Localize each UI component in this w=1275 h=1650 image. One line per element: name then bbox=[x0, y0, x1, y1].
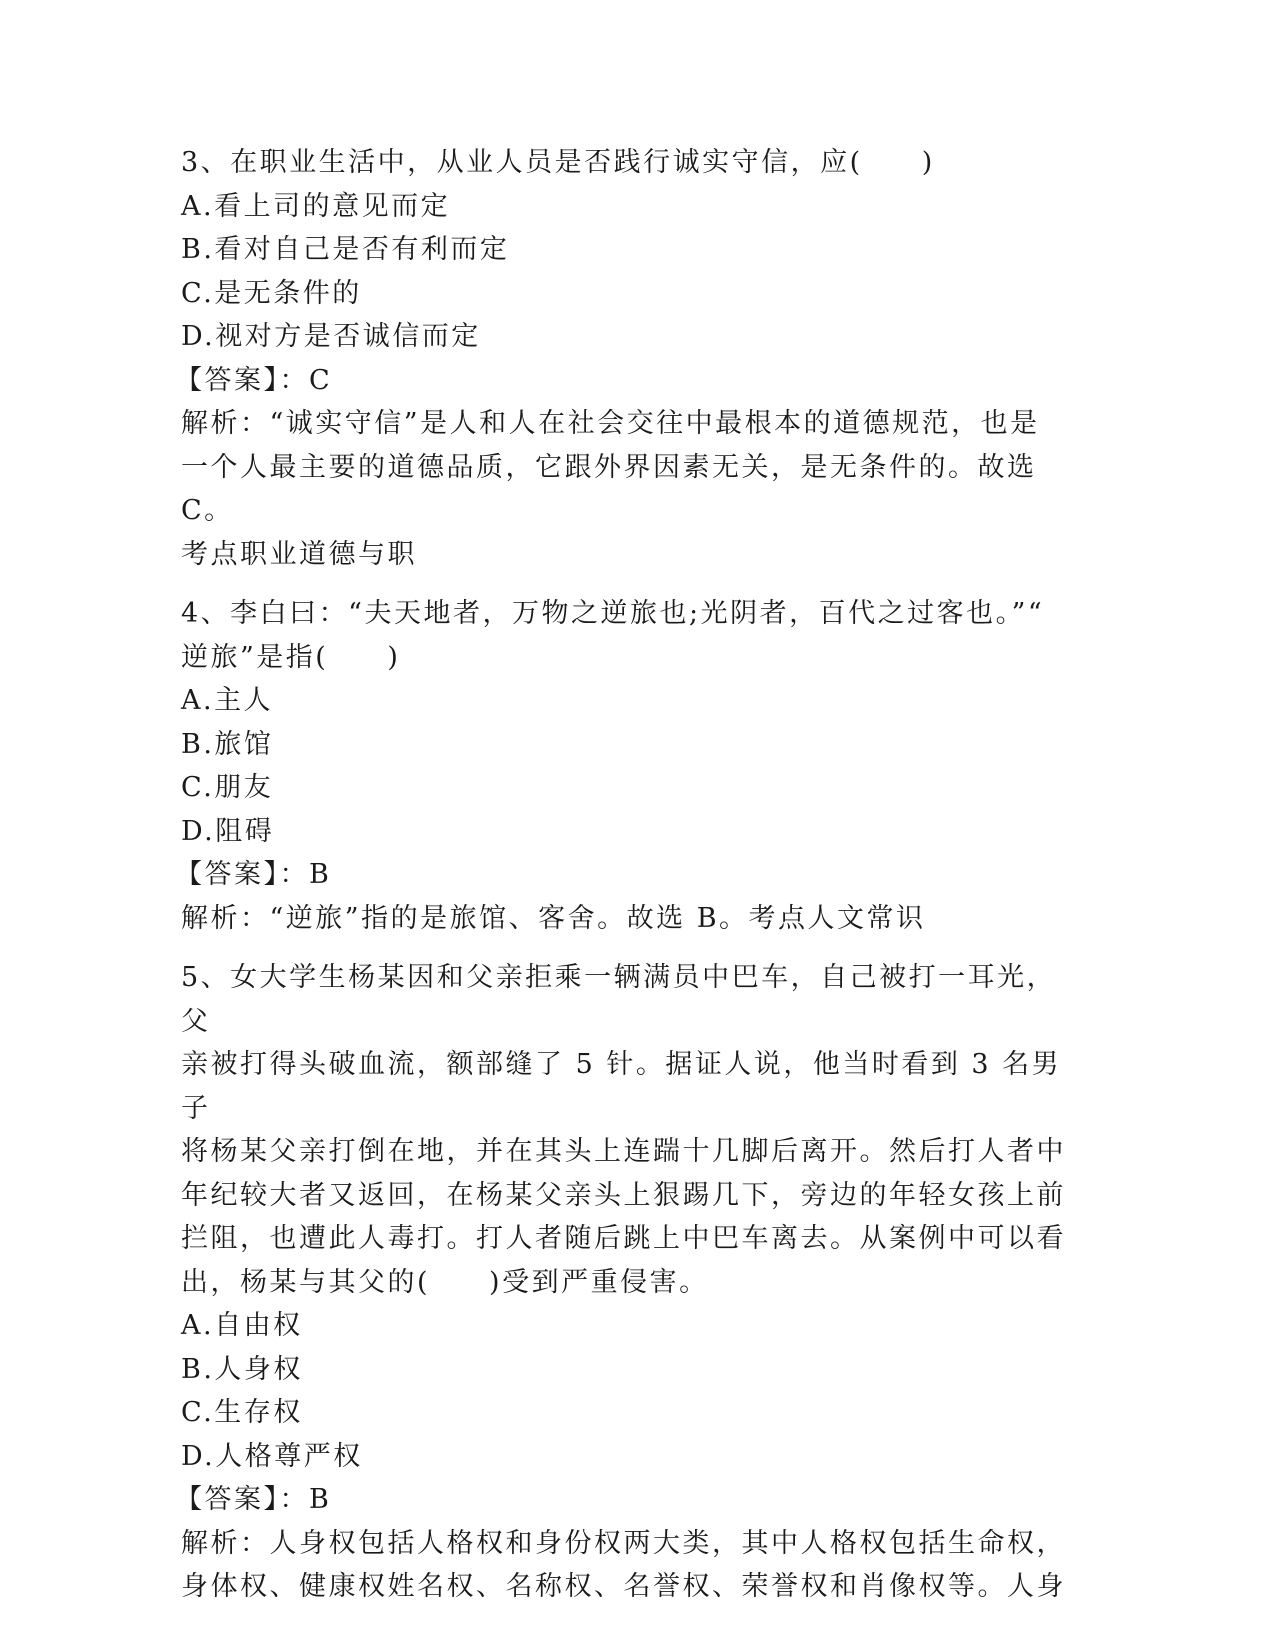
question-5 bbox=[175, 956, 1081, 1609]
option-c: C.是无条件的 bbox=[181, 277, 362, 309]
question-stem-line: 3、在职业生活中，从业人员是否践行诚实守信，应( ) bbox=[181, 147, 935, 178]
option-c: C.生存权 bbox=[181, 1397, 303, 1428]
option-b: B.看对自己是否有利而定 bbox=[181, 234, 510, 265]
analysis-line: 考点职业道德与职 bbox=[181, 538, 417, 570]
question-stem-line: 年纪较大者又返回，在杨某父亲头上狠踢几下，旁边的年轻女孩上前 bbox=[181, 1179, 1066, 1211]
question-stem-line: 5、女大学生杨某因和父亲拒乘一辆满员中巴车，自己被打一耳光，父 bbox=[181, 962, 1057, 1037]
option-a: A.自由权 bbox=[181, 1310, 303, 1341]
option-b: B.旅馆 bbox=[181, 728, 274, 760]
question-stem-line: 逆旅”是指( ) bbox=[181, 641, 401, 673]
option-d: D.阻碍 bbox=[181, 815, 275, 847]
option-d: D.人格尊严权 bbox=[181, 1440, 363, 1472]
question-3 bbox=[175, 141, 1081, 576]
option-a: A.主人 bbox=[181, 685, 274, 716]
question-4 bbox=[175, 592, 1081, 940]
question-stem-line: 4、李白曰：“夫天地者，万物之逆旅也;光阴者，百代之过客也。”“ bbox=[181, 598, 1045, 629]
question-stem-line: 出，杨某与其父的( )受到严重侵害。 bbox=[181, 1266, 709, 1298]
option-c: C.朋友 bbox=[181, 772, 274, 803]
analysis-line: 解析：“逆旅”指的是旅馆、客舍。故选 B。考点人文常识 bbox=[181, 902, 926, 934]
question-stem-line: 拦阻，也遭此人毒打。打人者随后跳上中巴车离去。从案例中可以看 bbox=[181, 1223, 1066, 1254]
question-stem-line: 亲被打得头破血流，额部缝了 5 针。据证人说，他当时看到 3 名男子 bbox=[181, 1049, 1062, 1124]
analysis-line: 一个人最主要的道德品质，它跟外界因素无关，是无条件的。故选 C。 bbox=[181, 451, 1048, 526]
answer-line: 【答案】：C bbox=[175, 364, 333, 396]
question-stem-line: 将杨某父亲打倒在地，并在其头上连踹十几脚后离开。然后打人者中 bbox=[181, 1136, 1066, 1167]
option-b: B.人身权 bbox=[181, 1353, 303, 1385]
option-a: A.看上司的意见而定 bbox=[181, 190, 451, 222]
analysis-line: 解析：人身权包括人格权和身份权两大类，其中人格权包括生命权， bbox=[181, 1527, 1066, 1559]
analysis-line: 解析：“诚实守信”是人和人在社会交往中最根本的道德规范，也是 bbox=[181, 408, 1040, 439]
document-page bbox=[175, 141, 1081, 1625]
option-d: D.视对方是否诚信而定 bbox=[181, 321, 481, 352]
answer-line: 【答案】：B bbox=[175, 859, 332, 890]
analysis-line: 身体权、健康权姓名权、名称权、名誉权、荣誉权和肖像权等。人身 bbox=[181, 1571, 1066, 1602]
answer-line: 【答案】：B bbox=[175, 1484, 332, 1515]
